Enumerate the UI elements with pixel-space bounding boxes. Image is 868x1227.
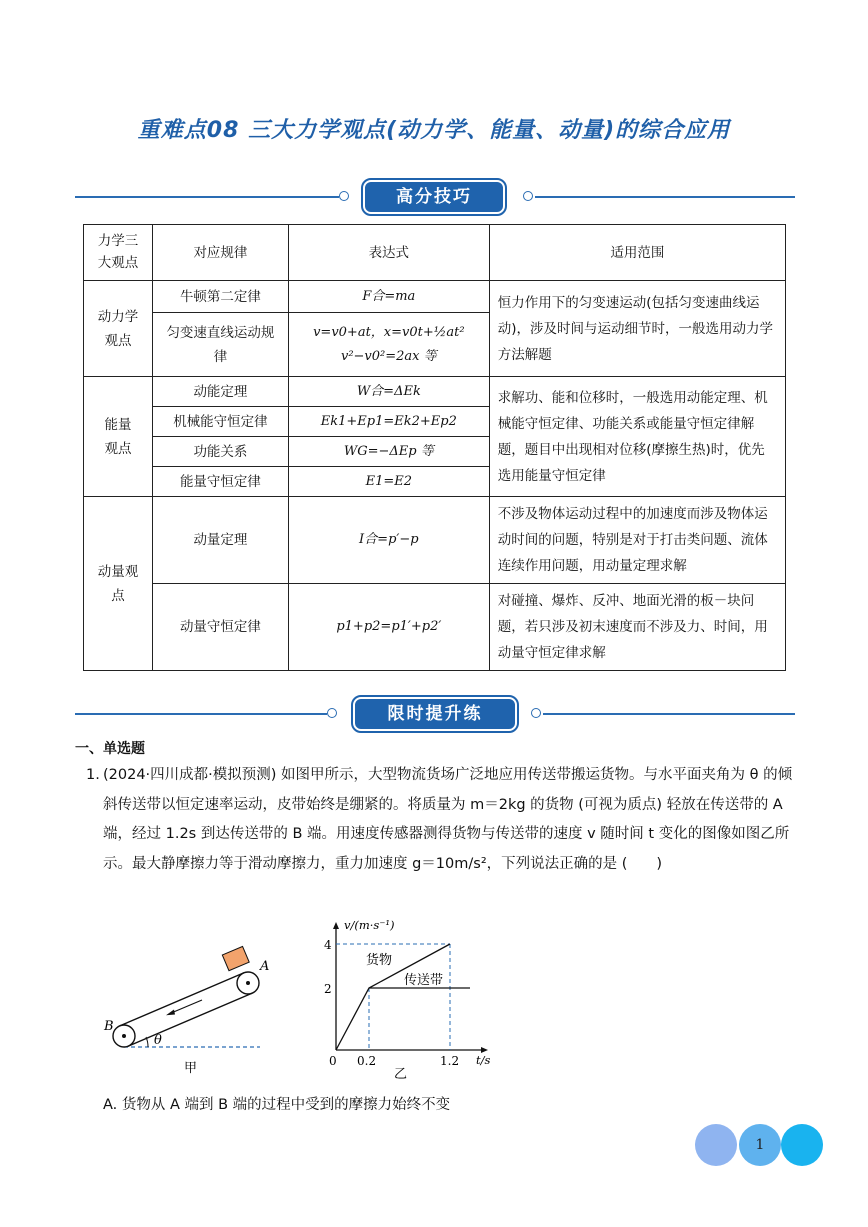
question-1 (86, 761, 800, 879)
section-header-practice (75, 697, 795, 731)
divider-dot-right (531, 708, 541, 718)
expr-mech-energy: Ek1+Ep1=Ek2+Ep2 (288, 407, 489, 437)
label-a: A (260, 959, 270, 974)
x-tick-0: 0 (329, 1054, 337, 1068)
series-label-cargo: 货物 (366, 953, 393, 968)
cargo-line (336, 944, 450, 1050)
law-cell: 动量守恒定律 (152, 584, 288, 671)
section-header-tips (75, 180, 795, 214)
view-momentum: 动量观点 (84, 497, 153, 671)
question-number: 1. (86, 767, 100, 783)
section-label-tips: 高分技巧 (363, 180, 505, 214)
divider-dot-right (523, 191, 533, 201)
cargo-box (222, 946, 249, 970)
arrow-head (166, 1010, 175, 1016)
pulley-b-axle (122, 1034, 126, 1038)
law-cell: 机械能守恒定律 (152, 407, 288, 437)
circle-page (739, 1124, 781, 1166)
expr-impulse: I合=p′−p (288, 497, 489, 584)
y-axis-label: v/(m·s⁻¹) (344, 918, 395, 932)
expr-energy-cons: E1=E2 (288, 467, 489, 497)
x-tick-12: 1.2 (440, 1054, 460, 1068)
law-cell: 动量定理 (152, 497, 288, 584)
view-energy: 能量观点 (84, 377, 153, 497)
header-view: 力学三大观点 (84, 225, 153, 281)
vt-graph (324, 918, 490, 1082)
range-momentum-cons: 对碰撞、爆炸、反冲、地面光滑的板－块问题，若只涉及初末速度而不涉及力、时间，用动量守恒定律求解 (489, 584, 785, 671)
option-a[interactable]: A. 货物从 A 端到 B 端的过程中受到的摩擦力始终不变 (103, 1097, 451, 1113)
header-range: 适用范围 (489, 225, 785, 281)
expr-work-function: WG=−ΔEp 等 (288, 437, 489, 467)
circle-decor-3 (781, 1124, 823, 1166)
expr-newton: F合=ma (288, 281, 489, 313)
table-row (84, 584, 786, 671)
label-b: B (104, 1019, 114, 1034)
question-figures (100, 912, 520, 1082)
header-law: 对应规律 (152, 225, 288, 281)
page-title: 重难点08 三大力学观点(动力学、能量、动量)的综合应用 (137, 118, 731, 143)
table-header-row (84, 225, 786, 281)
caption-yi: 乙 (394, 1067, 408, 1082)
divider-dot-left (339, 191, 349, 201)
figure-svg (100, 912, 520, 1082)
view-dynamics: 动力学观点 (84, 281, 153, 377)
y-axis-arrow (333, 922, 339, 929)
mechanics-table (83, 224, 786, 671)
caption-jia: 甲 (184, 1061, 198, 1076)
expr-kinematics: v=v0+at，x=v0t+½at² v²−v0²=2ax 等 (288, 313, 489, 377)
law-cell: 动能定理 (152, 377, 288, 407)
x-tick-02: 0.2 (357, 1054, 377, 1068)
y-tick-4: 4 (324, 938, 332, 952)
header-expr: 表达式 (288, 225, 489, 281)
divider-right (543, 713, 795, 715)
section-label-practice: 限时提升练 (353, 697, 517, 731)
law-cell: 功能关系 (152, 437, 288, 467)
conveyor-diagram (103, 946, 269, 1076)
divider-right (535, 196, 795, 198)
circle-decor-1 (695, 1124, 737, 1166)
expr-momentum-cons: p1+p2=p1′+p2′ (288, 584, 489, 671)
divider-left (75, 196, 339, 198)
table-row (84, 377, 786, 407)
range-energy: 求解功、能和位移时，一般选用动能定理、机械能守恒定律、功能关系或能量守恒定律解题，题目中出现相对位移(摩擦生热)时，优先选用能量守恒定律 (489, 377, 785, 497)
table-row (84, 281, 786, 313)
range-impulse: 不涉及物体运动过程中的加速度而涉及物体运动时间的问题，特别是对于打击类问题、流体连续作用问题，用动量定理求解 (489, 497, 785, 584)
divider-dot-left (327, 708, 337, 718)
part-title: 一、单选题 (75, 741, 145, 757)
law-cell: 匀变速直线运动规律 (152, 313, 288, 377)
law-cell: 牛顿第二定律 (152, 281, 288, 313)
belt-top (120, 973, 244, 1026)
y-tick-2: 2 (324, 982, 332, 996)
table-row (84, 497, 786, 584)
pulley-a-axle (246, 981, 250, 985)
expr-work-energy: W合=ΔEk (288, 377, 489, 407)
page-number: 1 (755, 1137, 765, 1153)
page-number-badge (695, 1124, 825, 1168)
question-text: (2024·四川成都·模拟预测) 如图甲所示，大型物流货场广泛地应用传送带搬运货物。与水平面夹角为 θ 的倾斜传送带以恒定速率运动，皮带始终是绷紧的。将质量为 m＝2kg 的货物 (可视为质点) 轻放在传送带的 A 端，经过 1.2s 到达传送带的 B 端。用速度传感器测得货物与传送带的速度 v 随时间 t 变化的图像如图乙所示。最大静摩擦力等于滑动摩擦力，重力加速度 g＝10m/s²，下列说法正确的是 ( ) (103, 767, 793, 872)
series-label-belt: 传送带 (404, 973, 444, 988)
range-dynamics: 恒力作用下的匀变速运动(包括匀变速曲线运动)，涉及时间与运动细节时，一般选用动力学方法解题 (489, 281, 785, 377)
divider-left (75, 713, 327, 715)
angle-label: θ (154, 1033, 162, 1048)
law-cell: 能量守恒定律 (152, 467, 288, 497)
x-axis-label: t/s (476, 1053, 491, 1067)
